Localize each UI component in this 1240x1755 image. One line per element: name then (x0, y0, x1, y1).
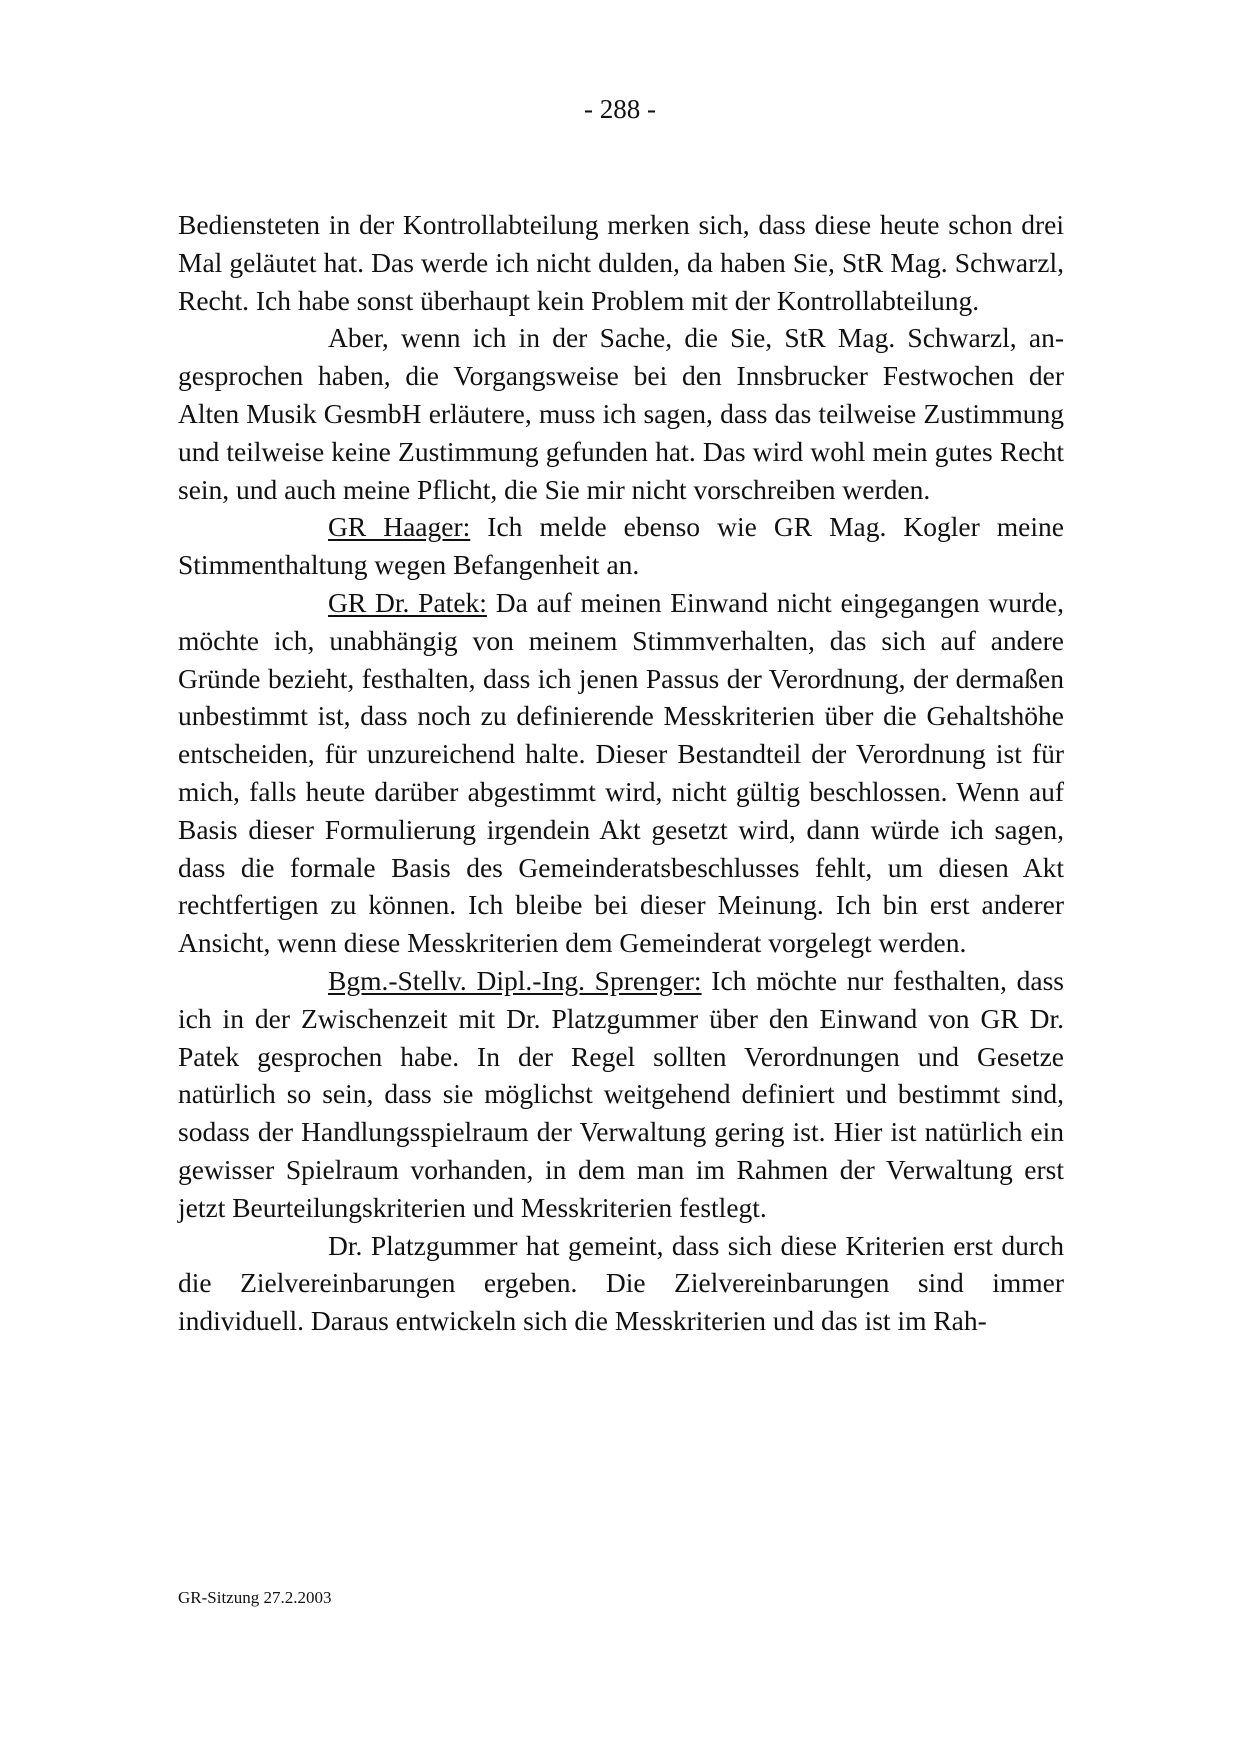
paragraph-text: Ich möchte nur festhalten, dass ich in der Zwischenzeit mit Dr. Platzgummer über den Einwand von GR Dr. Patek gesprochen habe. In der Regel sollten Verordnungen und Gesetze natürlich so sein, dass sie möglichst weitgehend definiert und bestimmt sind, sodass der Handlungsspielraum der Verwaltung gering ist. Hier ist natürlich ein gewisser Spielraum vorhanden, in dem man im Rahmen der Verwaltung erst jetzt Beurteilungskriterien und Messkriterien festlegt. (178, 964, 1064, 1223)
document-body (178, 206, 1064, 1340)
paragraph-text: Dr. Platzgummer hat gemeint, dass sich diese Kriterien erst durch die Zielvereinbarungen ergeben. Die Zielvereinbarungen sind immer individuell. Daraus entwickeln sich die Messkriterien und das ist im Rah- (178, 1229, 1064, 1337)
page-number: - 288 - (584, 94, 656, 124)
speaker-name: GR Dr. Patek: (328, 586, 487, 618)
speaker-name: GR Haager: (328, 511, 471, 543)
paragraph-text: Ich melde ebenso wie GR Mag. Kogler meine Stimmenthaltung wegen Befangenheit an. (178, 511, 1064, 581)
paragraph-text: Aber, wenn ich in der Sache, die Sie, StR Mag. Schwarzl, angesprochen haben, die Vorgangsweise bei den Innsbrucker Festwochen der Alten Musik GesmbH erläutere, muss ich sagen, dass das teilweise Zustimmung und teilweise keine Zustimmung gefunden hat. Das wird wohl mein gutes Recht sein, und auch meine Pflicht, die Sie mir nicht vorschreiben werden. (178, 322, 1064, 505)
paragraph-2 (178, 319, 1064, 508)
paragraph-text: Da auf meinen Einwand nicht eingegangen wurde, möchte ich, unabhängig von meinem Stimmverhalten, das sich auf andere Gründe bezieht, festhalten, dass ich jenen Passus der Verordnung, der dermaßen unbestimmt ist, dass noch zu definierende Messkriterien über die Gehaltshöhe entscheiden, für unzureichend halte. Dieser Bestandteil der Verordnung ist für mich, falls heute darüber abgestimmt wird, nicht gültig beschlossen. Wenn auf Basis dieser Formulierung irgendein Akt gesetzt wird, dann würde ich sagen, dass die formale Basis des Gemeinderatsbeschlusses fehlt, um diesen Akt rechtfertigen zu können. Ich bleibe bei dieser Meinung. Ich bin erst anderer Ansicht, wenn diese Messkriterien dem Gemeinderat vorgelegt werden. (178, 586, 1064, 959)
page-footer: GR-Sitzung 27.2.2003 (178, 1588, 332, 1607)
paragraph-5 (178, 962, 1064, 1227)
paragraph-6 (178, 1227, 1064, 1340)
paragraph-3 (178, 508, 1064, 584)
paragraph-text: Bediensteten in der Kontrollabteilung merken sich, dass diese heute schon drei Mal geläutet hat. Das werde ich nicht dulden, da haben Sie, StR Mag. Schwarzl, Recht. Ich habe sonst überhaupt kein Problem mit der Kontrollabteilung. (178, 209, 1064, 316)
paragraph-4 (178, 584, 1064, 962)
paragraph-1 (178, 206, 1064, 319)
speaker-name: Bgm.-Stellv. Dipl.-Ing. Sprenger: (328, 964, 702, 996)
